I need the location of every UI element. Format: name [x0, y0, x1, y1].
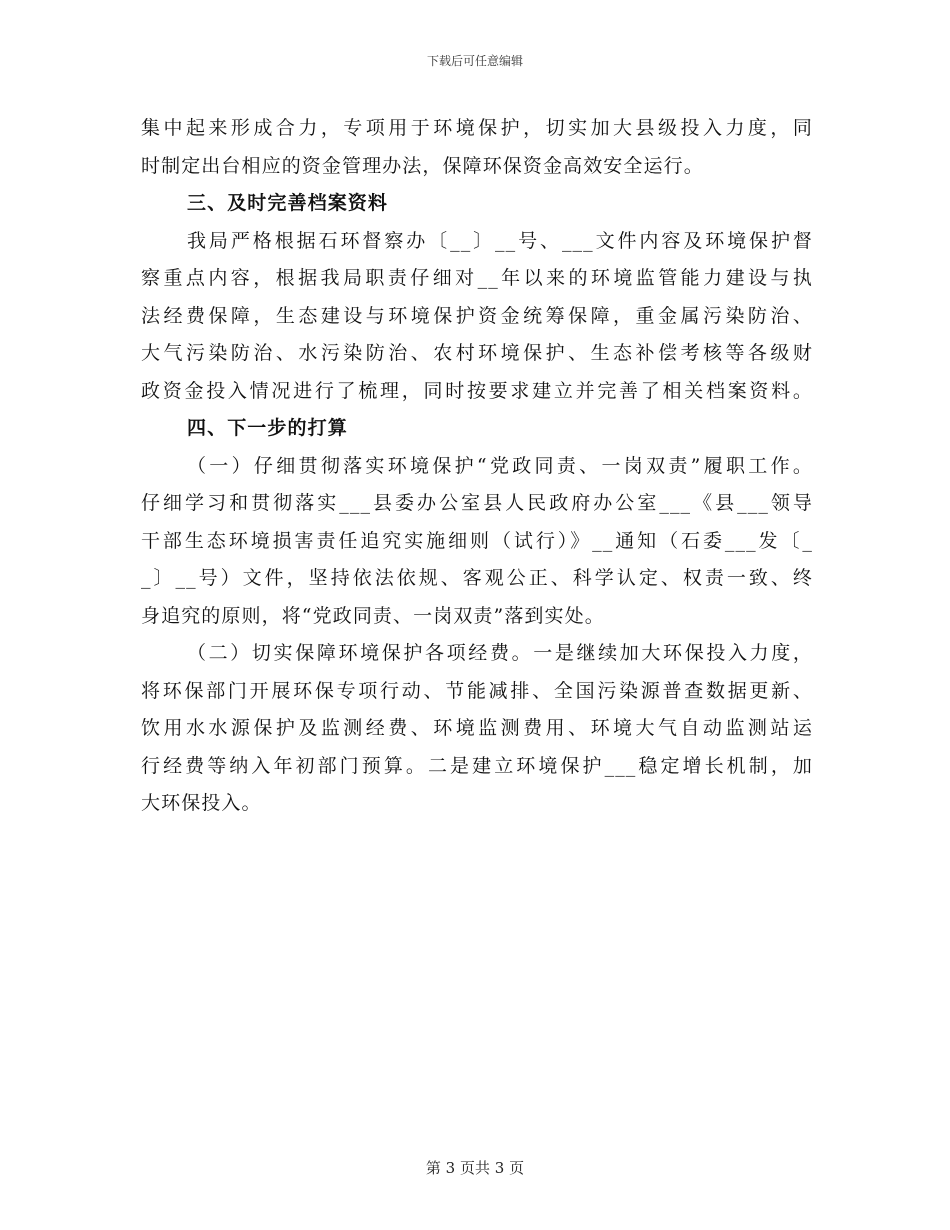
paragraph-line: 将环保部门开展环保专项行动、节能减排、全国污染源普查数据更新、 [141, 679, 813, 702]
section-heading: 三、及时完善档案资料 [187, 192, 389, 214]
paragraph-line: 时制定出台相应的资金管理办法，保障环保资金高效安全运行。 [141, 154, 704, 177]
document-body [141, 110, 813, 823]
paragraph-line: 行经费等纳入年初部门预算。二是建立环境保护___稳定增长机制，加 [141, 754, 813, 777]
paragraph-line: 我局严格根据石环督察办〔__〕__号、___文件内容及环境保护督 [187, 229, 813, 252]
page-footer: 第 3 页共 3 页 [425, 1159, 525, 1177]
page-header: 下载后可任意编辑 [426, 54, 523, 68]
paragraph-line: 察重点内容，根据我局职责仔细对__年以来的环境监管能力建设与执 [141, 267, 813, 289]
paragraph-line: 大环保投入。 [141, 792, 262, 814]
paragraph-line: 法经费保障，生态建设与环境保护资金统筹保障，重金属污染防治、 [141, 304, 813, 327]
paragraph-line: 仔细学习和贯彻落实___县委办公室县人民政府办公室___《县___领导 [141, 492, 813, 514]
paragraph-line: 政资金投入情况进行了梳理，同时按要求建立并完善了相关档案资料。 [141, 379, 813, 402]
paragraph-line: （二）切实保障环境保护各项经费。一是继续加大环保投入力度， [187, 642, 813, 664]
paragraph-line: _〕__号）文件，坚持依法依规、客观公正、科学认定、权责一致、终 [141, 567, 813, 589]
paragraph-line: （一）仔细贯彻落实环境保护“党政同责、一岗双责”履职工作。 [187, 454, 813, 477]
paragraph-line: 大气污染防治、水污染防治、农村环境保护、生态补偿考核等各级财 [141, 342, 813, 364]
paragraph-line: 集中起来形成合力，专项用于环境保护，切实加大县级投入力度，同 [141, 117, 813, 139]
section-heading: 四、下一步的打算 [187, 417, 348, 439]
paragraph-line: 干部生态环境损害责任追究实施细则（试行）》__通知（石委___发〔_ [141, 529, 813, 552]
paragraph-line: 饮用水水源保护及监测经费、环境监测费用、环境大气自动监测站运 [141, 717, 813, 739]
paragraph-line: 身追究的原则，将“党政同责、一岗双责”落到实处。 [141, 604, 605, 627]
